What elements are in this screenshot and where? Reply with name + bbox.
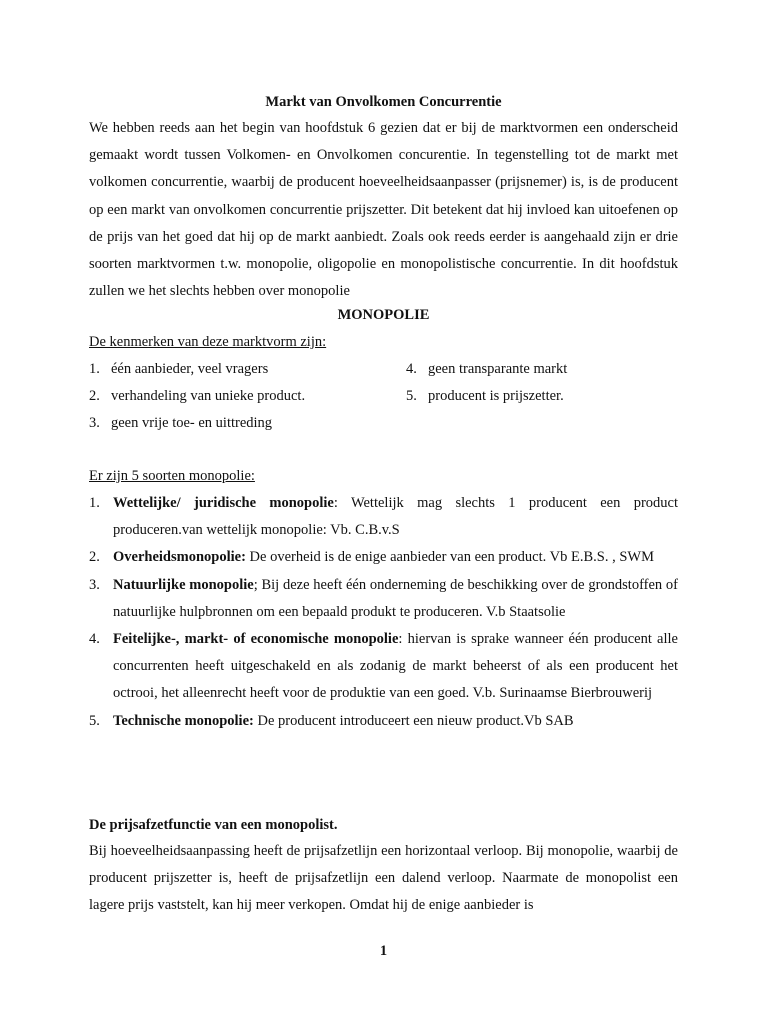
list-item-number: 5. <box>89 712 100 729</box>
list-item <box>89 383 305 410</box>
list-item-term: Overheidsmonopolie: <box>113 549 246 566</box>
list-item-text: geen vrije toe- en uittreding <box>111 415 273 431</box>
list-item-text: verhandeling van unieke product. <box>111 388 306 404</box>
section-title: MONOPOLIE <box>337 307 430 323</box>
list-item-number: 1. <box>89 495 100 511</box>
list-item-text: één aanbieder, veel vragers <box>111 361 269 377</box>
list-item-text: : Wettelijk mag slechts 1 producent een product produceren.van wettelijk monopolie: Vb. C.B.v.S <box>113 495 678 539</box>
list-item-number: 3. <box>89 415 100 431</box>
kenmerken-heading: De kenmerken van deze marktvorm zijn: <box>89 334 327 350</box>
document-page <box>89 0 678 1024</box>
page-number: 1 <box>379 943 388 959</box>
list-item-text: ; Bij deze heeft één onderneming de beschikking over de grondstoffen of natuurlijke hulpbronnen om een bepaald produkt te produceren. V.b Staatsolie <box>113 576 678 620</box>
list-item-text: De producent introduceert een nieuw product.Vb SAB <box>253 712 574 729</box>
list-item-number: 2. <box>89 549 100 566</box>
soorten-heading: Er zijn 5 soorten monopolie: <box>89 468 255 484</box>
list-item-text: : hiervan is sprake wanneer één producent alle concurrenten heeft uitgeschakeld en als zodanig de markt beheerst of als een producent het octrooi, het alleenrecht heeft voor de produktie van een goed. V.b. Surinaamse Bierbrouwerij <box>113 631 678 702</box>
list-item <box>89 410 272 437</box>
list-item-number: 5. <box>406 388 417 404</box>
list-item-text: De overheid is de enige aanbieder van een product. Vb E.B.S. , SWM <box>245 549 654 566</box>
list-item <box>89 572 678 626</box>
list-item-text: producent is prijszetter. <box>428 388 564 404</box>
list-item-number: 4. <box>406 361 417 377</box>
list-item <box>89 544 678 571</box>
list-item <box>89 490 678 544</box>
list-item <box>89 626 678 708</box>
list-item <box>89 356 268 383</box>
list-item-term: Feitelijke-, markt- of economische monopolie <box>113 631 399 648</box>
list-item-term: Wettelijke/ juridische monopolie <box>113 495 334 511</box>
list-item-number: 3. <box>89 576 100 593</box>
document-title: Markt van Onvolkomen Concurrentie <box>265 94 502 110</box>
list-item-number: 1. <box>89 361 100 377</box>
list-item-number: 2. <box>89 388 100 404</box>
prijsafzet-heading: De prijsafzetfunctie van een monopolist. <box>89 817 338 833</box>
list-item-term: Technische monopolie: <box>113 712 254 729</box>
soorten-list <box>89 490 678 735</box>
list-item <box>89 708 678 735</box>
list-item <box>406 383 564 410</box>
list-item <box>406 356 567 383</box>
list-item-text: geen transparante markt <box>428 361 568 377</box>
list-item-term: Natuurlijke monopolie <box>113 576 254 593</box>
prijsafzet-paragraph: Bij hoeveelheidsaanpassing heeft de prijsafzetlijn een horizontaal verloop. Bij monopolie, waarbij de producent prijszetter is, heeft de prijsafzetlijn een dalend verloop. Naarmate de monopolist een lagere prijs vaststelt, kan hij meer verkopen. Omdat hij de enige aanbieder is <box>89 843 678 914</box>
list-item-number: 4. <box>89 631 100 648</box>
intro-paragraph: We hebben reeds aan het begin van hoofdstuk 6 gezien dat er bij de marktvormen een onderscheid gemaakt wordt tussen Volkomen- en Onvolkomen concurentie. In tegenstelling tot de markt met volkomen concurrentie, waarbij de producent hoeveelheidsaanpasser (prijsnemer) is, is de producent op een markt van onvolkomen concurrentie prijszetter. Dit betekent dat hij invloed kan uitoefenen op de prijs van het goed dat hij op de markt aanbiedt. Zoals ook reeds eerder is aangehaald zijn er drie soorten marktvormen t.w. monopolie, oligopolie en monopolistische concurrentie. In dit hoofdstuk zullen we het slechts hebben over monopolie <box>89 120 678 300</box>
